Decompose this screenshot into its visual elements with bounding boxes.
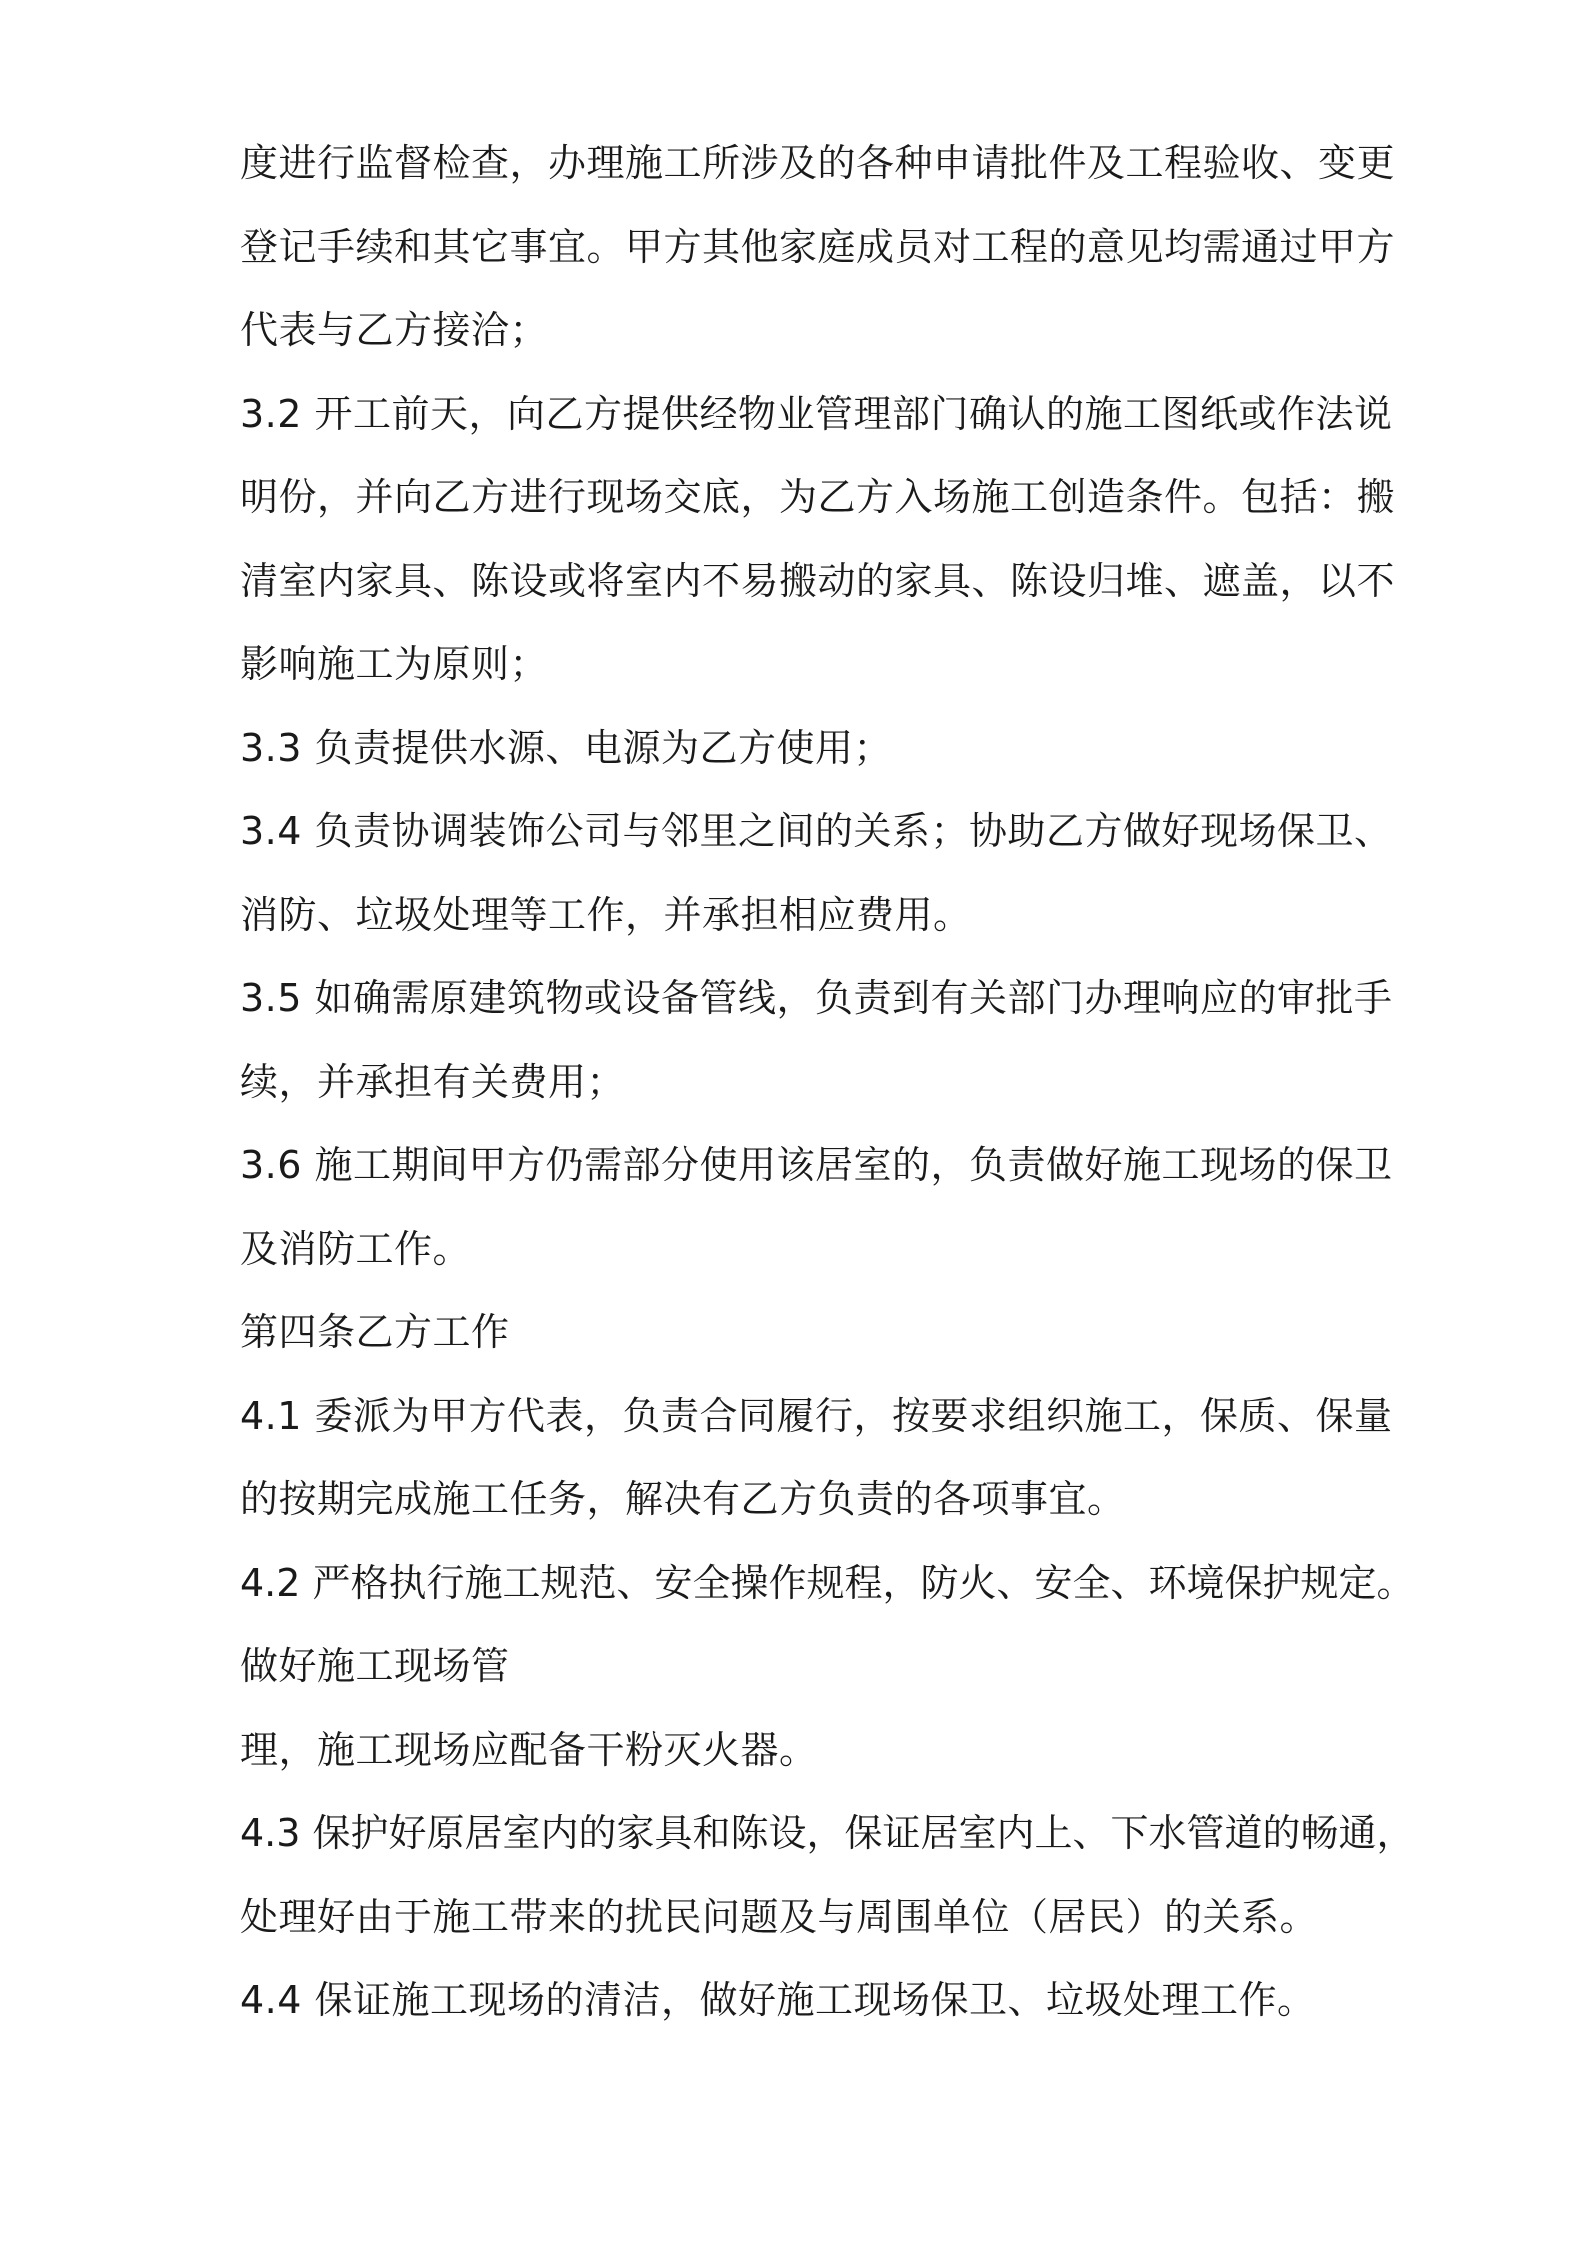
text-line-3: 代表与乙方接洽；: [240, 308, 549, 352]
document-body: [240, 122, 1415, 2043]
clause-3-6-line-1: 3.6 施工期间甲方仍需部分使用该居室的，负责做好施工现场的保卫: [240, 1143, 1393, 1187]
clause-3-5-line-2: 续，并承担有关费用；: [240, 1059, 626, 1104]
clause-3-3-line-1: 3.3 负责提供水源、电源为乙方使用；: [240, 725, 893, 770]
clause-4-3-line-2: 处理好由于施工带来的扰民问题及与周围单位（居民）的关系。: [240, 1894, 1319, 1939]
clause-4-3-line-1: 4.3 保护好原居室内的家具和陈设，保证居室内上、下水管道的畅通，: [240, 1811, 1415, 1855]
clause-4-4-line-1: 4.4 保证施工现场的清洁，做好施工现场保卫、垃圾处理工作。: [240, 1978, 1316, 2022]
section-heading-article-4: 第四条乙方工作: [240, 1310, 510, 1354]
clause-4-2-line-3: 理，施工现场应配备干粉灭火器。: [240, 1727, 818, 1772]
clause-4-2-line-2: 做好施工现场管: [240, 1644, 510, 1688]
clause-4-2-line-1: 4.2 严格执行施工规范、安全操作规程，防火、安全、环境保护规定。: [240, 1560, 1415, 1605]
clause-3-6-line-2: 及消防工作。: [240, 1226, 472, 1271]
text-line-2: 登记手续和其它事宜。甲方其他家庭成员对工程的意见均需通过甲方: [240, 224, 1396, 269]
clause-4-1-line-2: 的按期完成施工任务，解决有乙方负责的各项事宜。: [240, 1477, 1126, 1521]
clause-3-4-line-2: 消防、垃圾处理等工作，并承担相应费用。: [240, 892, 972, 937]
clause-3-2-line-1: 3.2 开工前天，向乙方提供经物业管理部门确认的施工图纸或作法说: [240, 391, 1393, 436]
clause-3-5-line-1: 3.5 如确需原建筑物或设备管线，负责到有关部门办理响应的审批手: [240, 976, 1393, 1020]
clause-4-1-line-1: 4.1 委派为甲方代表，负责合同履行，按要求组织施工，保质、保量: [240, 1393, 1393, 1438]
clause-3-2-line-4: 影响施工为原则；: [240, 642, 549, 686]
clause-3-2-line-3: 清室内家具、陈设或将室内不易搬动的家具、陈设归堆、遮盖，以不: [240, 558, 1396, 603]
clause-3-4-line-1: 3.4 负责协调装饰公司与邻里之间的关系；协助乙方做好现场保卫、: [240, 809, 1393, 853]
text-line-1: 度进行监督检查，办理施工所涉及的各种申请批件及工程验收、变更: [240, 141, 1396, 185]
clause-3-2-line-2: 明份，并向乙方进行现场交底，为乙方入场施工创造条件。包括：搬: [240, 475, 1396, 519]
